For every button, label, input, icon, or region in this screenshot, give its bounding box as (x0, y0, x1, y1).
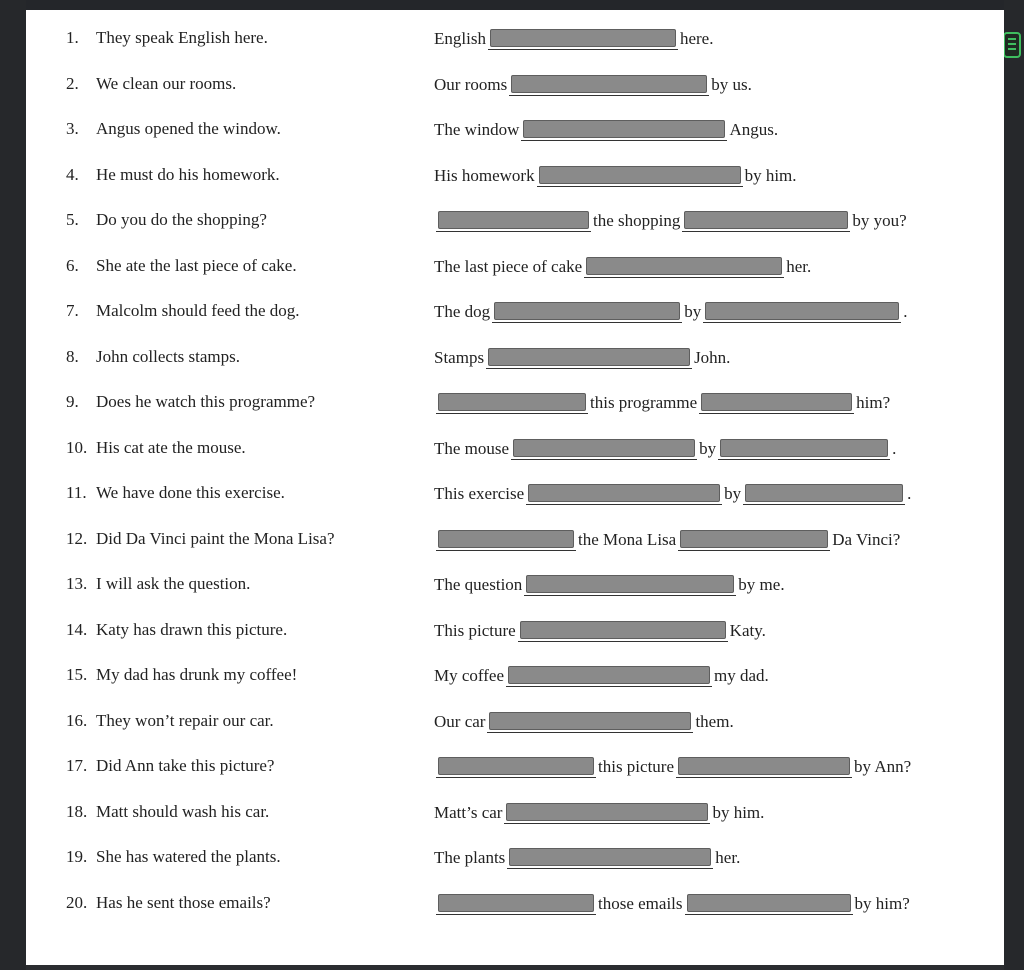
exercise-row (26, 524, 1004, 554)
passive-answer (434, 251, 811, 281)
answer-text: My coffee (434, 666, 505, 686)
answer-text: Matt’s car (434, 802, 503, 822)
answer-text: English (434, 29, 486, 49)
answer-text: Stamps (434, 347, 485, 367)
answer-text: those emails (598, 893, 683, 913)
answer-text: by him. (712, 802, 765, 822)
passive-answer (434, 23, 713, 53)
passive-answer (434, 387, 890, 417)
active-sentence: My dad has drunk my coffee! (96, 665, 298, 684)
item-number: 1. (66, 28, 79, 47)
exercise-row (26, 251, 1004, 281)
exercise-row (26, 569, 1004, 599)
right-panel (1004, 0, 1024, 970)
passive-answer (434, 706, 734, 736)
item-number: 16. (66, 710, 88, 730)
active-sentence: Did Da Vinci paint the Mona Lisa? (96, 528, 335, 548)
answer-text: by (684, 302, 702, 322)
window-top-bar (0, 0, 1024, 10)
answer-text: The question (434, 575, 523, 595)
answer-text: The mouse (434, 438, 510, 458)
exercise-row (26, 205, 1004, 235)
answer-text: my dad. (714, 666, 769, 686)
answer-blank[interactable] (518, 620, 728, 642)
answer-blank[interactable] (436, 529, 576, 551)
item-number: 11. (66, 483, 87, 502)
passive-answer (434, 478, 911, 508)
answer-text: by Ann? (854, 757, 912, 777)
exercise-row (26, 797, 1004, 827)
passive-answer (434, 433, 896, 463)
passive-answer (434, 114, 778, 144)
answer-blank[interactable] (486, 347, 692, 369)
active-sentence: Do you do the shopping? (96, 210, 267, 229)
active-sentence: She has watered the plants. (96, 847, 281, 866)
answer-text: the shopping (593, 211, 681, 231)
exercise-row (26, 888, 1004, 918)
answer-blank[interactable] (504, 802, 710, 824)
answer-blank[interactable] (487, 711, 693, 733)
answer-blank[interactable] (488, 28, 678, 50)
answer-text: John. (694, 347, 731, 367)
answer-blank[interactable] (526, 483, 722, 505)
answer-blank[interactable] (492, 301, 682, 323)
item-number: 14. (66, 619, 88, 639)
item-number: 2. (66, 73, 79, 93)
passive-answer (434, 205, 907, 235)
answer-text: His homework (434, 165, 535, 185)
exercise-row (26, 69, 1004, 99)
answer-text: them. (695, 711, 734, 731)
answer-blank[interactable] (743, 483, 905, 505)
answer-text: this picture (598, 757, 675, 777)
answer-blank[interactable] (521, 119, 727, 141)
passive-answer (434, 569, 785, 599)
answer-text: This picture (434, 620, 516, 640)
answer-blank[interactable] (509, 74, 709, 96)
answer-text: This exercise (434, 484, 525, 504)
answer-blank[interactable] (506, 665, 712, 687)
answer-text: here. (679, 29, 714, 49)
item-number: 6. (66, 255, 79, 275)
answer-text: this programme (590, 393, 698, 413)
active-sentence: We have done this exercise. (96, 483, 285, 502)
active-sentence: John collects stamps. (96, 346, 241, 366)
active-sentence: Angus opened the window. (96, 119, 281, 138)
active-sentence: Matt should wash his car. (96, 801, 270, 821)
item-number: 19. (66, 847, 88, 866)
answer-blank[interactable] (436, 756, 596, 778)
answer-blank[interactable] (676, 756, 852, 778)
answer-text: by us. (711, 74, 752, 94)
exercise-row (26, 615, 1004, 645)
item-number: 7. (66, 301, 79, 320)
exercise-row (26, 842, 1004, 872)
active-sentence: Has he sent those emails? (96, 892, 271, 912)
item-number: 4. (66, 164, 79, 184)
answer-text: her. (786, 256, 812, 276)
answer-text: by (699, 438, 717, 458)
exercise-row (26, 160, 1004, 190)
answer-text: The dog (434, 302, 491, 322)
passive-answer (434, 842, 740, 872)
exercise-row (26, 23, 1004, 53)
answer-blank[interactable] (678, 529, 830, 551)
item-number: 18. (66, 801, 88, 821)
passive-answer (434, 660, 769, 690)
active-sentence: His cat ate the mouse. (96, 437, 246, 457)
item-number: 9. (66, 392, 79, 411)
answer-blank[interactable] (511, 438, 697, 460)
answer-blank[interactable] (436, 893, 596, 915)
item-number: 5. (66, 210, 79, 229)
form-icon[interactable] (1003, 32, 1021, 58)
answer-text: by you? (852, 211, 907, 231)
answer-text: The window (434, 120, 520, 140)
active-sentence: They won’t repair our car. (96, 710, 274, 730)
exercise-row (26, 296, 1004, 326)
active-sentence: Does he watch this programme? (96, 392, 316, 411)
item-number: 17. (66, 756, 88, 775)
passive-answer (434, 160, 797, 190)
worksheet-page (26, 10, 1004, 965)
passive-answer (434, 69, 752, 99)
answer-blank[interactable] (436, 210, 591, 232)
answer-text: by him? (854, 893, 910, 913)
exercise-row (26, 387, 1004, 417)
passive-answer (434, 888, 910, 918)
active-sentence: They speak English here. (96, 28, 268, 47)
active-sentence: Malcolm should feed the dog. (96, 301, 300, 320)
answer-text: Our car (434, 711, 486, 731)
active-sentence: I will ask the question. (96, 574, 251, 593)
answer-text: The last piece of cake (434, 256, 583, 276)
answer-text: . (903, 302, 908, 322)
answer-text: . (892, 438, 897, 458)
active-sentence: She ate the last piece of cake. (96, 255, 297, 275)
answer-text: . (907, 484, 912, 504)
exercise-row (26, 433, 1004, 463)
answer-blank[interactable] (682, 210, 850, 232)
answer-text: him? (856, 393, 891, 413)
passive-answer (434, 342, 730, 372)
answer-blank[interactable] (685, 893, 853, 915)
item-number: 3. (66, 119, 79, 138)
answer-blank[interactable] (507, 847, 713, 869)
item-number: 20. (66, 892, 88, 912)
active-sentence: He must do his homework. (96, 164, 280, 184)
item-number: 10. (66, 437, 88, 457)
answer-blank[interactable] (537, 165, 743, 187)
exercise-row (26, 478, 1004, 508)
answer-text: Katy. (729, 620, 766, 640)
exercise-row (26, 706, 1004, 736)
answer-blank[interactable] (584, 256, 784, 278)
passive-answer (434, 615, 766, 645)
answer-text: The plants (434, 848, 506, 868)
passive-answer (434, 751, 911, 781)
passive-answer (434, 797, 764, 827)
item-number: 8. (66, 346, 79, 366)
exercise-row (26, 114, 1004, 144)
item-number: 15. (66, 665, 88, 684)
active-sentence: We clean our rooms. (96, 73, 237, 93)
answer-text: Da Vinci? (832, 529, 901, 549)
answer-text: the Mona Lisa (578, 529, 677, 549)
exercise-row (26, 751, 1004, 781)
answer-blank[interactable] (699, 392, 854, 414)
answer-blank[interactable] (524, 574, 736, 596)
item-number: 12. (66, 528, 88, 548)
answer-blank[interactable] (436, 392, 588, 414)
active-sentence: Did Ann take this picture? (96, 756, 275, 775)
answer-text: her. (715, 848, 741, 868)
item-number: 13. (66, 574, 88, 593)
answer-text: by me. (738, 575, 785, 595)
answer-text: by (724, 484, 742, 504)
answer-blank[interactable] (703, 301, 901, 323)
answer-blank[interactable] (718, 438, 890, 460)
answer-text: by him. (744, 165, 797, 185)
exercise-row (26, 342, 1004, 372)
answer-text: Angus. (729, 120, 779, 140)
left-border (0, 0, 26, 970)
answer-text: Our rooms (434, 74, 508, 94)
passive-answer (434, 296, 907, 326)
exercise-row (26, 660, 1004, 690)
active-sentence: Katy has drawn this picture. (96, 619, 288, 639)
passive-answer (434, 524, 900, 554)
